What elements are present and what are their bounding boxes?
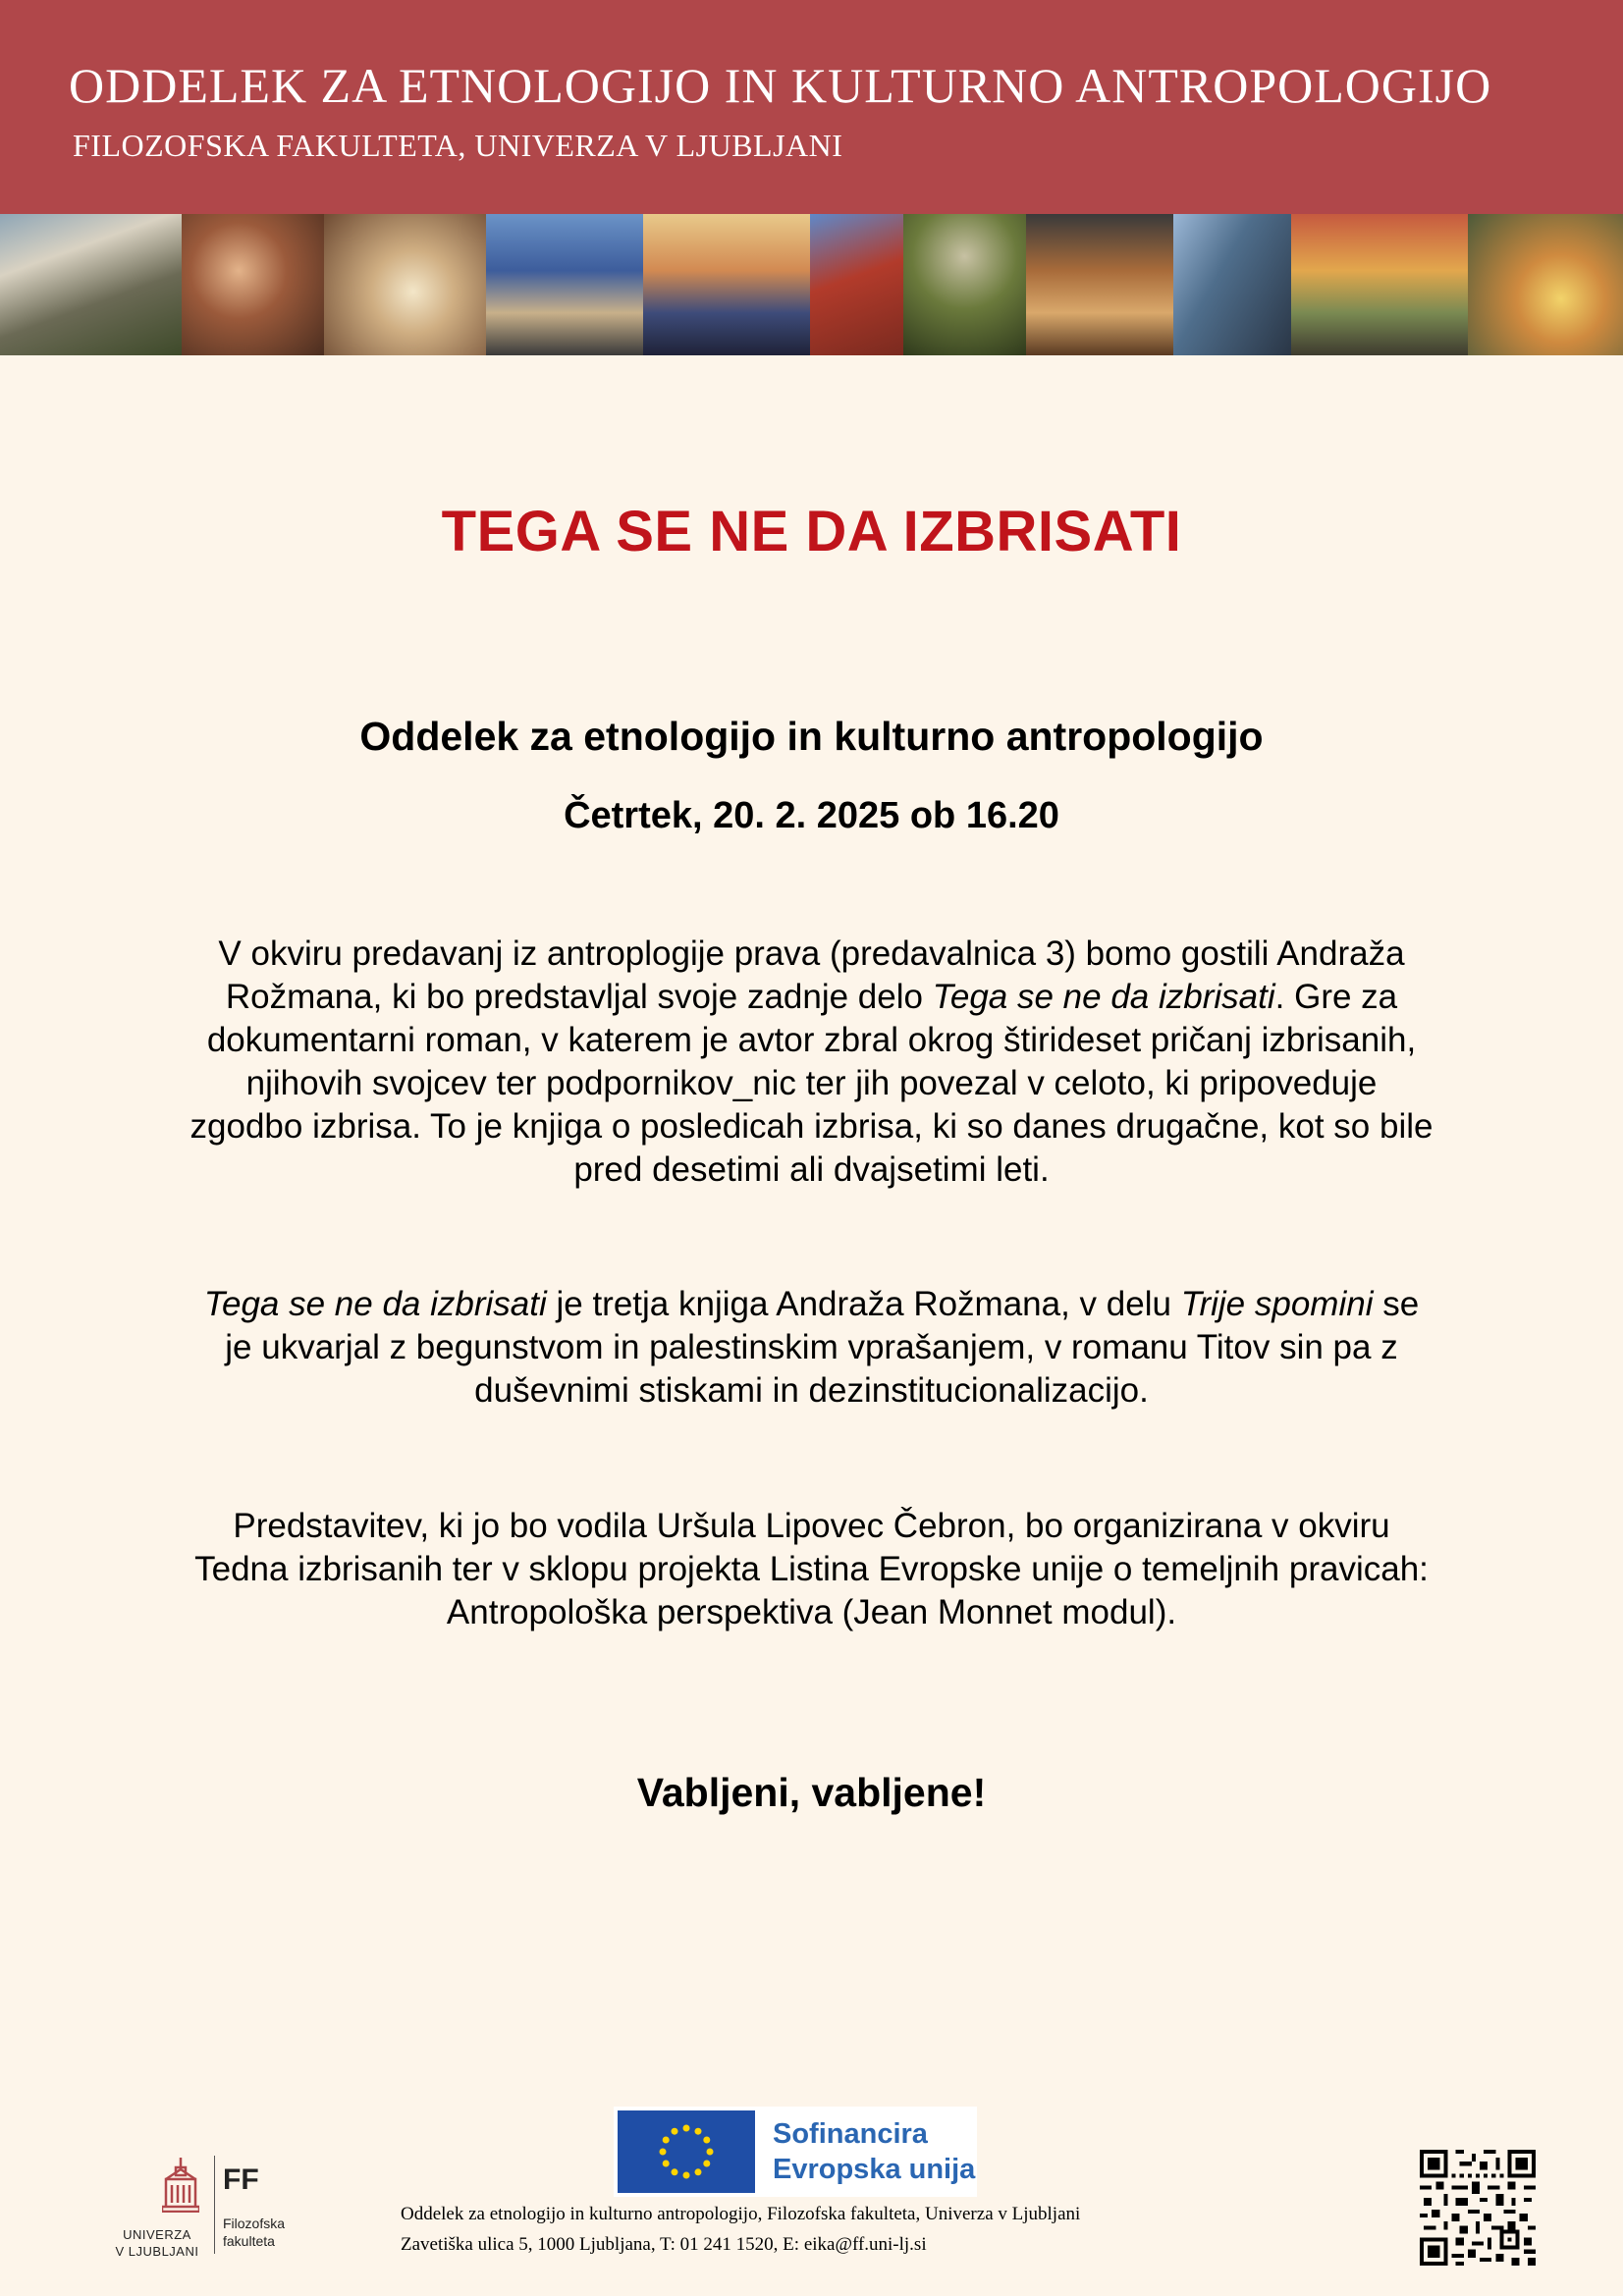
photo-house [0, 214, 182, 355]
eu-flag-icon [618, 2110, 755, 2193]
eu-line-1: Sofinancira [773, 2118, 928, 2150]
faculty-name [223, 2215, 285, 2250]
photo-carving [810, 214, 903, 355]
event-title: TEGA SE NE DA IZBRISATI [441, 500, 1182, 563]
photo-market [1026, 214, 1173, 355]
photo-desert-men [182, 214, 324, 355]
photo-bazaar [1291, 214, 1468, 355]
book-title: Tega se ne da izbrisati [203, 1285, 547, 1323]
photo-skyscraper [1173, 214, 1291, 355]
photo-dumplings [324, 214, 486, 355]
faculty-subtitle: FILOZOFSKA FAKULTETA, UNIVERZA V LJUBLJANI [73, 128, 843, 163]
photo-strip [0, 214, 1623, 355]
ff-line-2: fakulteta [223, 2233, 275, 2249]
eu-line-2: Evropska unija [773, 2154, 976, 2185]
event-datetime: Četrtek, 20. 2. 2025 ob 16.20 [564, 795, 1059, 836]
photo-masked-figure [903, 214, 1026, 355]
p1-text-b: . Gre za dokumentarni roman, v katerem je avtor zbral okrog štirideset pričanj izbrisanih, njihovih svojcev ter podpornikov_nic ter jih povezal v celoto, ki pripoveduje zgodbo izbrisa. To je knjiga o posledicah izbrisa, ki so danes drugačne, kot so bile pred desetimi ali dvajsetimi leti. [189, 978, 1434, 1189]
book-title: Tega se ne da izbrisati [932, 978, 1275, 1016]
p2-text-a: je tretja knjiga Andraža Rožmana, v delu [546, 1285, 1181, 1323]
ff-abbreviation: FF [223, 2163, 259, 2196]
book-title-trije-spomini: Trije spomini [1180, 1285, 1374, 1323]
uni-line-1: UNIVERZA [123, 2227, 191, 2242]
university-name [103, 2226, 211, 2260]
closing-invitation: Vabljeni, vabljene! [636, 1770, 987, 1815]
department-title: ODDELEK ZA ETNOLOGIJO IN KULTURNO ANTROPOLOGIJO [69, 58, 1492, 113]
uni-line-2: V LJUBLJANI [115, 2244, 199, 2259]
photo-crowd [486, 214, 643, 355]
p2-text-b: se je ukvarjal z begunstvom in palestinskim vprašanjem, v romanu Titov sin pa z duševnimi stiskami in dezinstitucionalizacijo. [225, 1285, 1420, 1410]
photo-cheese [1468, 214, 1623, 355]
university-building-icon [162, 2158, 199, 2213]
university-logo [103, 2156, 299, 2259]
eu-cofunding-text [773, 2116, 975, 2187]
paragraph-2 [187, 1283, 1436, 1413]
photo-street-musicians [643, 214, 810, 355]
paragraph-1 [187, 933, 1436, 1192]
footer-address-line-1: Oddelek za etnologijo in kulturno antropologijo, Filozofska fakulteta, Univerza v Ljubljani [401, 2204, 1081, 2224]
eu-cofunding-badge [614, 2107, 977, 2197]
logo-divider [214, 2156, 215, 2254]
p1-text-a: V okviru predavanj iz antroplogije prava (predavalnica 3) bomo gostili Andraža Rožmana, ki bo predstavljal svoje zadnje delo [218, 934, 1405, 1016]
header-band [0, 0, 1623, 214]
qr-code-icon[interactable] [1420, 2150, 1536, 2266]
ff-line-1: Filozofska [223, 2216, 286, 2231]
footer-address-line-2: Zavetiška ulica 5, 1000 Ljubljana, T: 01 241 1520, E: eika@ff.uni-lj.si [401, 2234, 927, 2255]
paragraph-3: Predstavitev, ki jo bo vodila Uršula Lipovec Čebron, bo organizirana v okviru Tedna izbrisanih ter v sklopu projekta Listina Evropske unije o temeljnih pravicah: Antropološka perspektiva (Jean Monnet modul). [194, 1507, 1429, 1631]
organizer: Oddelek za etnologijo in kulturno antropologijo [359, 714, 1264, 759]
